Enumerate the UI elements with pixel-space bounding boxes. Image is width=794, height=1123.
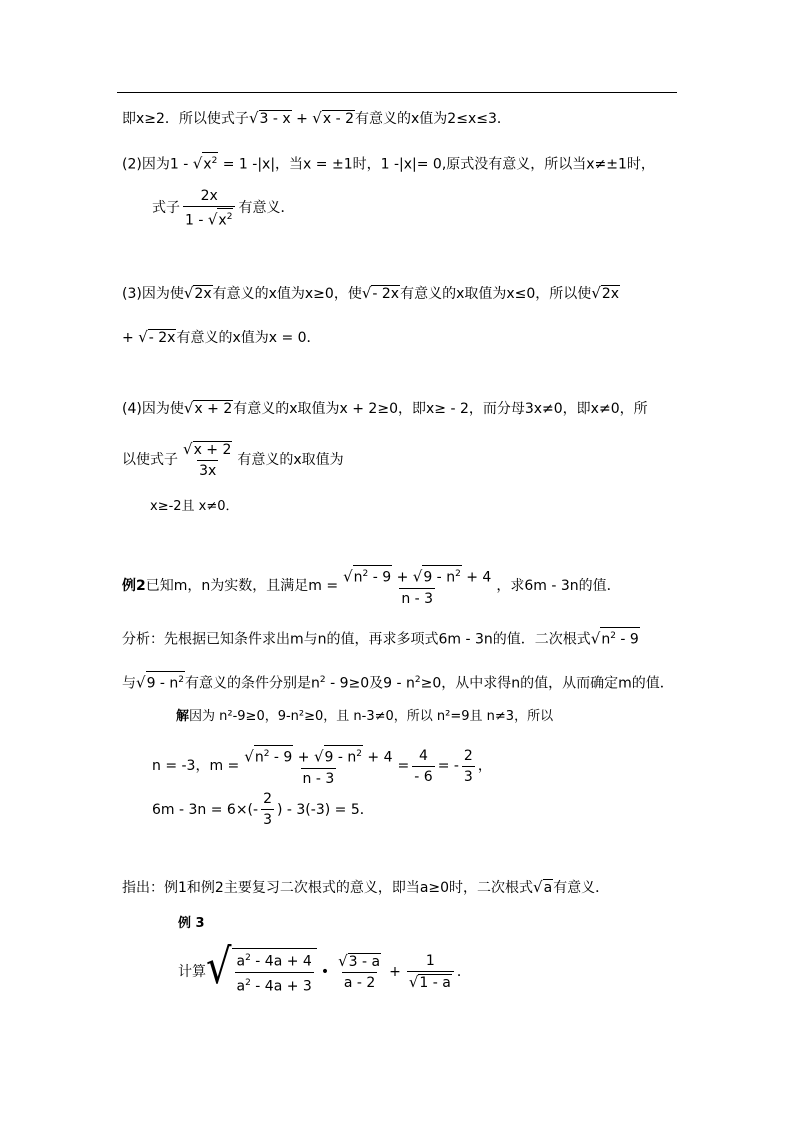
- fraction: [462, 747, 475, 786]
- sqrt-icon: √ $\frac{a^2 - 4a + 4}{a^2 - 4a + 3}$: [206, 948, 317, 995]
- text: ．: [456, 963, 471, 980]
- header-rule: [117, 92, 677, 93]
- numerator: 2: [263, 791, 272, 807]
- text-line-2: [122, 152, 655, 175]
- denominator: - 6: [412, 766, 434, 786]
- numerator: $√n^2 - 9 + √9 - n^2 + 4$: [341, 565, 493, 588]
- fraction: [181, 440, 234, 480]
- numerator: 1: [425, 952, 435, 969]
- example-label: 例2: [122, 578, 146, 595]
- text-line-12: [176, 707, 553, 727]
- text: +: [291, 111, 313, 127]
- text: 与: [122, 675, 136, 692]
- sqrt-icon: √: [183, 399, 194, 417]
- numerator: $a^2 - 4a + 4$: [236, 953, 312, 970]
- text: =: [397, 758, 410, 775]
- radicand: a: [543, 880, 553, 896]
- text: 计算: [178, 963, 206, 980]
- radicand: - 2x: [148, 330, 176, 346]
- text: (2)因为1 -: [122, 156, 193, 173]
- radicand: x - 2: [322, 111, 355, 127]
- text: 因为 n²-9≥0，9-n²≥0，且 n-3≠0，所以 n²=9且 n≠3，所以: [189, 709, 554, 724]
- text: 2: [414, 675, 421, 685]
- sqrt-icon: √: [312, 109, 322, 127]
- text-line-9: [122, 565, 621, 608]
- text: x≥-2且 x≠0．: [150, 499, 239, 514]
- text-line-5: [122, 327, 321, 348]
- sqrt-icon: √: [138, 328, 148, 346]
- text-line-15: [122, 877, 609, 898]
- text: +: [389, 963, 401, 980]
- sqrt-icon: √: [192, 154, 203, 173]
- radicand: - 2x: [372, 286, 400, 302]
- fraction: [235, 949, 314, 995]
- denominator: 3: [462, 766, 475, 786]
- text: ，求6m - 3n的值．: [496, 578, 621, 595]
- text: - 9≥0及9 - n: [325, 675, 415, 692]
- denominator: a - 2: [342, 972, 377, 992]
- text: ) - 3(-3) = 5．: [276, 801, 374, 818]
- text-line-1: [122, 108, 511, 129]
- text: 有意义的x取值为: [237, 452, 344, 468]
- denominator: √1 - a: [407, 971, 454, 992]
- fraction: [407, 952, 454, 992]
- text: 式子: [152, 200, 180, 217]
- radicand: $x^2$: [202, 152, 218, 173]
- numerator: 2: [463, 747, 473, 764]
- fraction: [261, 790, 274, 829]
- text: ，: [477, 758, 492, 775]
- denominator: 3x: [197, 460, 218, 480]
- text: 有意义的x取值为x + 2≥0，即x≥ - 2，而分母3x≠0，即x≠0，所: [233, 401, 648, 417]
- text-line-16: [178, 914, 205, 934]
- fraction: [242, 745, 394, 788]
- numerator: 2x: [200, 188, 218, 204]
- text: 6m - 3n = 6×(-: [152, 801, 259, 818]
- text-line-4: [122, 283, 620, 304]
- denominator: $1 - √x^2$: [183, 206, 235, 230]
- text: •: [320, 963, 330, 980]
- sqrt-icon: √: [590, 629, 601, 648]
- text: 有意义的x值为2≤x≤3．: [355, 111, 511, 127]
- sqrt-icon: √: [361, 284, 372, 302]
- text: (4)因为使: [122, 401, 184, 417]
- fraction: [412, 747, 434, 786]
- denominator: 3: [261, 809, 274, 829]
- text: ≥0，从中求得n的值，从而确定m的值．: [420, 675, 674, 692]
- text: 有意义．: [553, 880, 610, 896]
- text: 有意义．: [238, 200, 295, 217]
- text: 分析：先根据已知条件求出m与n的值，再求多项式6m - 3n的值．二次根式: [122, 631, 591, 648]
- example-label: 例 3: [178, 916, 205, 931]
- text: 2: [319, 675, 326, 685]
- text: 有意义的条件分别是n: [185, 675, 320, 692]
- text: 以使式子: [122, 452, 178, 468]
- radicand: $9 - n^2$: [146, 671, 185, 692]
- text-line-8: [150, 497, 239, 517]
- radicand: x + 2: [194, 401, 233, 417]
- denominator: n - 3: [399, 588, 435, 608]
- denominator: $a^2 - 4a + 3$: [235, 972, 314, 996]
- radicand: 3 - x: [259, 111, 291, 127]
- numerator: 4: [419, 747, 428, 764]
- text-line-14: [152, 790, 374, 829]
- text: 指出：例1和例2主要复习二次根式的意义，即当a≥0时，二次根式: [122, 880, 534, 896]
- text: 有意义的x值为x≥0，使: [212, 286, 362, 302]
- denominator: n - 3: [301, 768, 337, 788]
- text-line-7: [122, 440, 344, 480]
- text: 即x≥2．所以使式子: [122, 111, 249, 127]
- text: n = -3，m =: [152, 758, 240, 775]
- sqrt-icon: √: [183, 284, 194, 302]
- text: 有意义的x值为x = 0．: [176, 330, 321, 346]
- fraction: [336, 952, 383, 992]
- text-line-6: [122, 398, 648, 419]
- sqrt-icon: √: [248, 109, 259, 127]
- solution-label: 解: [176, 709, 190, 724]
- numerator: $√n^2 - 9 + √9 - n^2 + 4$: [242, 745, 394, 768]
- text-line-17: [178, 939, 471, 995]
- sqrt-icon: √: [136, 673, 146, 692]
- radicand: 2x: [601, 286, 620, 302]
- text: = 1 -|x|，当x = ±1时，1 -|x|= 0,原式没有意义，所以当x≠±1时，: [218, 156, 655, 173]
- text: (3)因为使: [122, 286, 184, 302]
- text-line-3: [152, 187, 294, 230]
- text: 已知m，n为实数，且满足m =: [145, 578, 339, 595]
- text-line-11: [122, 670, 674, 694]
- radicand: $n^2 - 9$: [600, 627, 639, 648]
- sqrt-icon: √: [591, 284, 601, 302]
- text: = -: [437, 758, 459, 775]
- fraction: [183, 187, 235, 230]
- text-line-10: [122, 627, 640, 650]
- text: 有意义的x取值为x≤0，所以使: [400, 286, 592, 302]
- sqrt-icon: √: [533, 878, 543, 896]
- text: +: [122, 330, 139, 346]
- text-line-13: [152, 745, 492, 788]
- fraction: [341, 565, 493, 608]
- numerator: √3 - a: [338, 951, 381, 970]
- radicand: 2x: [194, 286, 212, 302]
- numerator: √x + 2: [183, 440, 232, 458]
